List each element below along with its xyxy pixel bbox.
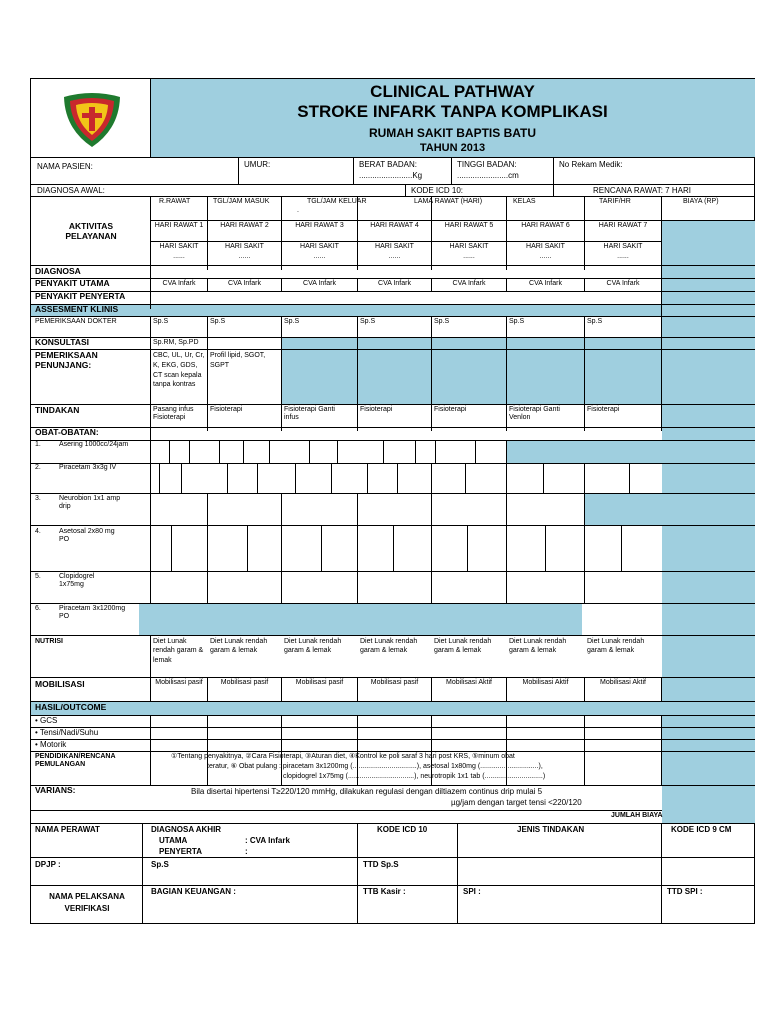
konsultasi-1: Sp.RM, Sp.PD [153,339,199,346]
hari-sakit-1: HARI SAKIT [159,243,199,250]
no-rekam-label: No Rekam Medik: [559,160,623,169]
dokter-7: Sp.S [587,318,603,325]
hari-rawat-1: HARI RAWAT 1 [154,222,204,229]
dokter-4: Sp.S [360,318,376,325]
diagnosa-label: DIAGNOSA [35,266,81,276]
tindakan-5: Fisioterapi [434,406,467,413]
utama-value: : CVA Infark [245,836,290,845]
tindakan-6: Fisioterapi Ganti Venlon [509,406,560,422]
obat-5-name: Clopidogrel 1x75mg [59,573,95,589]
col-kelas: KELAS [513,198,536,205]
penyakit-utama-label: PENYAKIT UTAMA [35,278,110,288]
jumlah-biaya-label: JUMLAH BIAYA [611,812,663,819]
obat-1-no: 1. [35,441,41,448]
pendidikan-label: PENDIDIKAN/RENCANA PEMULANGAN [35,753,116,769]
hari-rawat-7: HARI RAWAT 7 [598,222,648,229]
kode-icd10-label: KODE ICD 10 [377,825,428,834]
tinggi-badan-value: .......................cm [457,171,519,180]
hospital-logo [61,91,123,149]
hari-sakit-2: HARI SAKIT [225,243,264,250]
penunjang-2: Profil lipid, SGOT, SGPT [210,352,266,369]
spi-label: SPI : [463,887,481,896]
umur-label: UMUR: [244,160,271,169]
hari-sakit-7: HARI SAKIT [603,243,643,250]
clinical-pathway-form [30,78,755,924]
varians-text-1: Bila disertai hipertensi T≥220/120 mmHg, dilakukan regulasi dengan diltiazem continus drip mulai 5 [191,787,543,796]
berat-badan-value: ........................Kg [359,171,423,180]
rencana-rawat-label: RENCANA RAWAT: 7 HARI [593,186,691,195]
tindakan-3: Fisioterapi Ganti infus [284,406,335,422]
nutrisi-1: Diet Lunak rendah garam & lemak [153,638,204,664]
penyerta-label: PENYERTA [159,847,202,856]
hari-sakit-dots-4: ...... [388,253,401,260]
penyakit-utama-7: CVA Infark [606,280,640,287]
tindakan-1: Pasang infus Fisioterapi [153,406,194,422]
obat-6-name: Piracetam 3x1200mg PO [59,605,126,621]
mobilisasi-2: Mobilisasi pasif [220,679,269,686]
title-1: CLINICAL PATHWAY [370,82,535,101]
pendidikan-text-3: clopidogrel 1x75mg (..................................), neurotropik 1x1 tab (..............................) [283,773,546,780]
konsultasi-label: KONSULTASI [35,337,89,347]
hari-sakit-dots-2: ...... [238,253,251,260]
mobilisasi-3: Mobilisasi pasif [295,679,344,686]
kode-icd9-label: KODE ICD 9 CM [671,825,732,834]
diagnosa-akhir-label: DIAGNOSA AKHIR [151,825,222,834]
bagian-keuangan-label: BAGIAN KEUANGAN : [151,887,236,896]
hari-rawat-3: HARI RAWAT 3 [295,222,344,229]
obat-3-no: 3. [35,495,41,502]
motorik-text: Motorik [40,740,67,749]
hari-sakit-3: HARI SAKIT [300,243,339,250]
ttb-kasir-label: TTB Kasir : [363,887,406,896]
dpjp-label: DPJP : [35,860,61,869]
hari-rawat-4: HARI RAWAT 4 [370,222,419,229]
nutrisi-7: Diet Lunak rendah garam & lemak [587,638,645,655]
hari-sakit-dots-3: ...... [313,253,326,260]
dpjp-value: Sp.S [151,860,169,869]
tindakan-2: Fisioterapi [210,406,243,413]
hari-sakit-4: HARI SAKIT [375,243,414,250]
col-biaya: BIAYA (RP) [683,198,719,205]
year: TAHUN 2013 [419,142,486,154]
hari-sakit-dots-6: ...... [539,253,552,260]
nutrisi-3: Diet Lunak rendah garam & lemak [284,638,342,655]
dokter-5: Sp.S [434,318,450,325]
penyerta-value: : [245,847,248,856]
tinggi-badan-label: TINGGI BADAN: [457,160,517,169]
penyakit-utama-3: CVA Infark [303,280,336,287]
hari-sakit-dots-5: ...... [463,253,475,260]
mobilisasi-label: MOBILISASI [35,679,85,689]
kode-icd-label: KODE ICD 10: [411,186,464,195]
mobilisasi-7: Mobilisasi Aktif [600,679,646,686]
utama-label: UTAMA [159,836,188,845]
dokter-6: Sp.S [509,318,525,325]
tindakan-7: Fisioterapi [587,406,620,413]
title-2: STROKE INFARK TANPA KOMPLIKASI [297,102,608,121]
tensi-text: Tensi/Nadi/Suhu [39,728,99,737]
col-tarif: TARIF/HR [599,198,631,205]
mobilisasi-4: Mobilisasi pasif [370,679,419,686]
obat-2-no: 2. [35,464,41,471]
mobilisasi-5: Mobilisasi Aktif [446,679,492,686]
penyakit-utama-5: CVA Infark [452,280,486,287]
col-tgl-keluar-dot: . [297,207,299,214]
penyakit-utama-2: CVA Infark [228,280,261,287]
ttd-sps-label: TTD Sp.S [363,860,399,869]
motorik-label: • Motorik [35,740,67,749]
gcs-label: • GCS [35,716,58,725]
nutrisi-6: Diet Lunak rendah garam & lemak [509,638,567,655]
jenis-tindakan-label: JENIS TINDAKAN [517,825,585,834]
nama-perawat-label: NAMA PERAWAT [35,825,100,834]
mobilisasi-6: Mobilisasi Aktif [522,679,569,686]
hari-sakit-dots-1: ...... [173,253,185,260]
berat-badan-label: BERAT BADAN: [359,160,417,169]
obat-4-no: 4. [35,528,41,535]
hari-sakit-6: HARI SAKIT [526,243,565,250]
dokter-1: Sp.S [153,318,169,325]
pemeriksaan-dokter-label: PEMERIKSAAN DOKTER [35,318,117,325]
assesment-label: ASSESMENT KLINIS [35,304,119,314]
dokter-2: Sp.S [210,318,226,325]
mobilisasi-1: Mobilisasi pasif [155,679,203,686]
tindakan-4: Fisioterapi [360,406,393,413]
col-tgl-masuk: TGL/JAM MASUK [213,198,270,205]
nutrisi-2: Diet Lunak rendah garam & lemak [210,638,268,655]
col-lama-rawat: LAMA RAWAT (HARI) [414,198,483,205]
diagnosa-awal-label: DIAGNOSA AWAL: [37,186,105,195]
obat-3-name: Neurobion 1x1 amp drip [59,495,121,511]
nama-pasien-label: NAMA PASIEN: [37,162,93,171]
hari-rawat-6: HARI RAWAT 6 [521,222,570,229]
hospital-name: RUMAH SAKIT BAPTIS BATU [368,126,537,140]
penyakit-penyerta-label: PENYAKIT PENYERTA [35,291,126,301]
dokter-3: Sp.S [284,318,300,325]
tensi-label: • Tensi/Nadi/Suhu [35,728,99,737]
penunjang-label: PEMERIKSAAN PENUNJANG: [35,350,98,370]
penyakit-utama-6: CVA Infark [529,280,562,287]
nama-pelaksana-label: NAMA PELAKSANA VERIFIKASI [49,892,125,913]
obat-label: OBAT-OBATAN: [35,427,99,437]
hari-rawat-5: HARI RAWAT 5 [444,222,494,229]
obat-2-name: Piracetam 3x3g IV [59,464,117,471]
obat-6-no: 6. [35,605,41,612]
nutrisi-label: NUTRISI [35,638,63,645]
hari-rawat-2: HARI RAWAT 2 [220,222,269,229]
penyakit-utama-4: CVA Infark [378,280,411,287]
col-tgl-keluar: TGL/JAM KELUAR [307,198,367,205]
varians-label: VARIANS: [35,785,76,795]
obat-4-name: Asetosal 2x80 mg PO [59,528,115,544]
varians-text-2: µg/jam dengan target tensi <220/120 [451,798,582,807]
gcs-text: GCS [40,716,58,725]
obat-1-name: Asering 1000cc/24jam [59,441,129,448]
nutrisi-4: Diet Lunak rendah garam & lemak [360,638,418,655]
hari-sakit-dots-7: ...... [617,253,629,260]
ttd-spi-label: TTD SPI : [667,887,703,896]
penunjang-1: CBC, UL, Ur, Cr, K, EKG, GDS, CT scan kepala tanpa kontras [153,352,205,389]
obat-5-no: 5. [35,573,41,580]
pendidikan-text-1: ①Tentang penyakitnya, ②Cara Fisioterapi, ③Aturan diet, ④Kontrol ke poli saraf 3 hari post KRS, ⑤minum obat [171,753,515,760]
pendidikan-text-2: teratur, ⑥ Obat pulang : piracetam 3x1200mg (.................................), asetosal 1x80mg (..............................), [207,763,543,770]
tindakan-label: TINDAKAN [35,405,80,415]
col-r-rawat: R.RAWAT [159,198,191,205]
hari-sakit-5: HARI SAKIT [449,243,489,250]
penyakit-utama-1: CVA Infark [162,280,196,287]
nutrisi-5: Diet Lunak rendah garam & lemak [434,638,492,655]
hasil-label: HASIL/OUTCOME [35,702,107,712]
aktivitas-label: AKTIVITAS PELAYANAN [65,221,117,241]
